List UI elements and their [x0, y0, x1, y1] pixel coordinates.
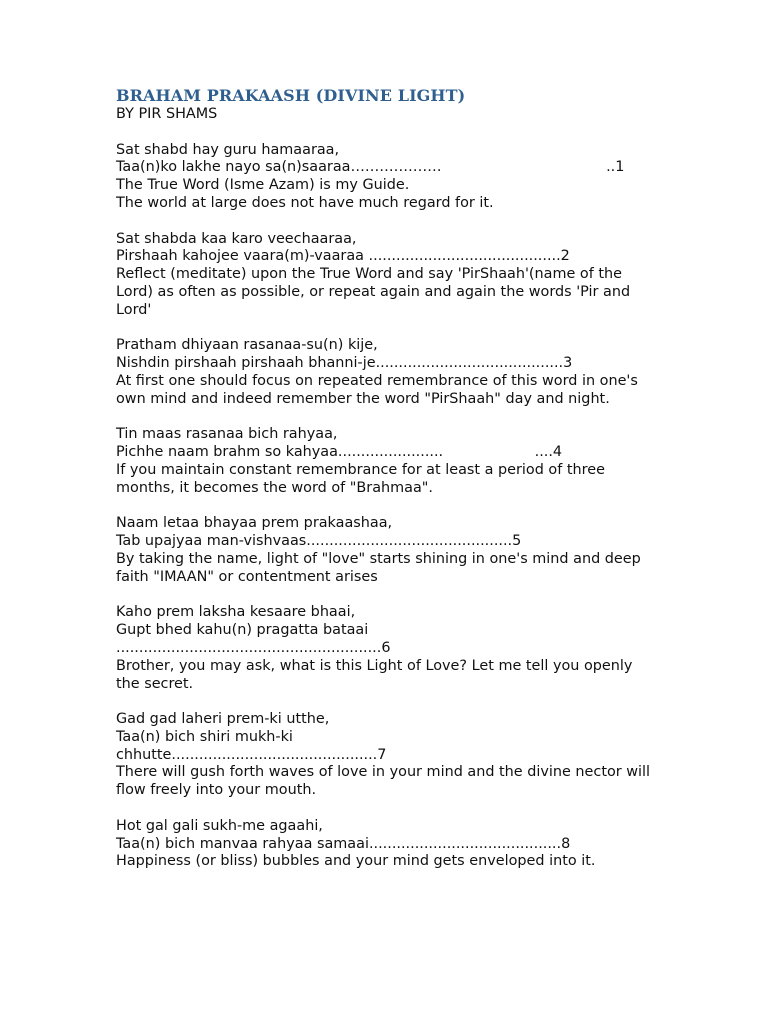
verse-line: ..........................................................6: [116, 639, 391, 656]
translation-line: If you maintain constant remembrance for at least a period of three months, it becomes the word of "Brahmaa".: [116, 461, 605, 496]
verse-line: Gupt bhed kahu(n) pragatta bataai: [116, 622, 369, 639]
translation-line: Happiness (or bliss) bubbles and your mind gets enveloped into it.: [116, 853, 596, 870]
document-page: [116, 86, 656, 889]
stanza-7: [116, 711, 656, 800]
verse-line: Pratham dhiyaan rasanaa-su(n) kije,: [116, 337, 378, 354]
stanza-8: [116, 818, 656, 871]
verse-line: Pirshaah kahojee vaara(m)-vaaraa ..........................................2: [116, 248, 570, 265]
stanza-4: [116, 426, 656, 497]
verse-line: Nishdin pirshaah pirshaah bhanni-je.........................................3: [116, 355, 573, 372]
verse-line: Sat shabda kaa karo veechaaraa,: [116, 230, 357, 247]
verse-line: chhutte.............................................7: [116, 746, 387, 763]
translation-line: The True Word (Isme Azam) is my Guide.: [116, 177, 410, 194]
translation-line: By taking the name, light of "love" starts shining in one's mind and deep faith "IMAAN" or contentment arises: [116, 550, 641, 585]
verse-line: Sat shabd hay guru hamaaraa,: [116, 141, 340, 158]
verse-line: Pichhe naam brahm so kahyaa....................... ....4: [116, 444, 563, 461]
translation-line: Reflect (meditate) upon the True Word and say 'PirShaah'(name of the Lord) as often as possible, or repeat again and again the words 'Pir and Lord': [116, 266, 631, 318]
stanza-1: [116, 142, 656, 213]
verse-line: Taa(n)ko lakhe nayo sa(n)saaraa………………. ..1: [116, 159, 625, 176]
verse-line: Gad gad laheri prem-ki utthe,: [116, 711, 330, 728]
stanza-3: [116, 337, 656, 408]
verse-line: Naam letaa bhayaa prem prakaashaa,: [116, 515, 393, 532]
verse-line: Tin maas rasanaa bich rahyaa,: [116, 426, 338, 443]
document-author: BY PIR SHAMS: [116, 106, 218, 122]
translation-line: The world at large does not have much regard for it.: [116, 194, 494, 211]
stanza-6: [116, 604, 656, 693]
verse-line: Tab upajyaa man-vishvaas.............................................5: [116, 533, 522, 550]
translation-line: At first one should focus on repeated remembrance of this word in one's own mind and indeed remember the word "PirShaah" day and night.: [116, 372, 638, 407]
stanza-2: [116, 231, 656, 320]
stanza-5: [116, 515, 656, 586]
verse-line: Taa(n) bich manvaa rahyaa samaai..........................................8: [116, 835, 571, 852]
verse-line: Taa(n) bich shiri mukh-ki: [116, 728, 293, 745]
verse-line: Hot gal gali sukh-me agaahi,: [116, 817, 323, 834]
verse-line: Kaho prem laksha kesaare bhaai,: [116, 604, 356, 621]
translation-line: There will gush forth waves of love in your mind and the divine nector will flow freely into your mouth.: [116, 764, 651, 799]
translation-line: Brother, you may ask, what is this Light of Love? Let me tell you openly the secret.: [116, 657, 633, 692]
document-title: BRAHAM PRAKAASH (DIVINE LIGHT): [116, 86, 466, 105]
